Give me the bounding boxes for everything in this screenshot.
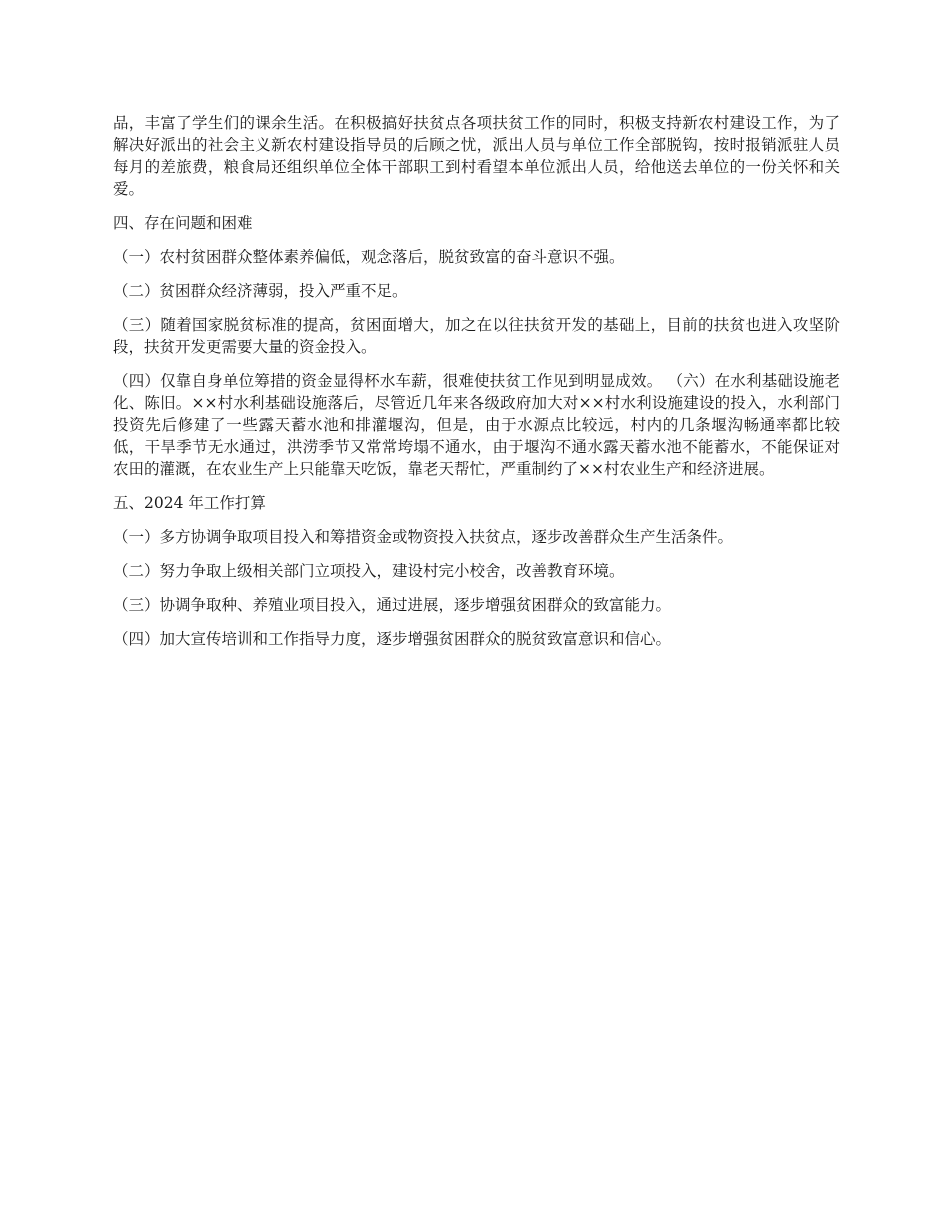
plan-item-4: （四）加大宣传培训和工作指导力度，逐步增强贫困群众的脱贫致富意识和信心。 <box>113 630 672 648</box>
plan-item-1: （一）多方协调争取项目投入和筹措资金或物资投入扶贫点，逐步改善群众生产生活条件。 <box>113 528 734 546</box>
paragraph-continuation: 品，丰富了学生们的课余生活。在积极搞好扶贫点各项扶贫工作的同时，积极支持新农村建设工作，为了解决好派出的社会主义新农村建设指导员的后顾之忧，派出人员与单位工作全部脱钩，按时报销派驻人员每月的差旅费，粮食局还组织单位全体干部职工到村看望本单位派出人员，给他送去单位的一份关怀和关爱。 <box>113 114 840 198</box>
problem-item-1: （一）农村贫困群众整体素养偏低，观念落后，脱贫致富的奋斗意识不强。 <box>113 248 625 266</box>
plan-item-2: （二）努力争取上级相关部门立项投入，建设村完小校舍，改善教育环境。 <box>113 562 625 580</box>
problem-item-2: （二）贫困群众经济薄弱，投入严重不足。 <box>113 282 408 300</box>
document-body <box>113 112 840 662</box>
problem-item-3: （三）随着国家脱贫标准的提高，贫困面增大，加之在以往扶贫开发的基础上，目前的扶贫也进入攻坚阶段，扶贫开发更需要大量的资金投入。 <box>113 316 840 356</box>
section-heading-problems: 四、存在问题和困难 <box>113 214 253 232</box>
section-heading-plan: 五、2024 年工作打算 <box>113 494 266 512</box>
plan-item-3: （三）协调争取种、养殖业项目投入，通过进展，逐步增强贫困群众的致富能力。 <box>113 596 672 614</box>
problem-item-4: （四）仅靠自身单位筹措的资金显得杯水车薪，很难使扶贫工作见到明显成效。 （六）在水利基础设施老化、陈旧。××村水利基础设施落后，尽管近几年来各级政府加大对××村水利设施建设的投入，水利部门投资先后修建了一些露天蓄水池和排灌堰沟，但是，由于水源点比较远，村内的几条堰沟畅通率都比较低，干旱季节无水通过，洪涝季节又常常垮塌不通水，由于堰沟不通水露天蓄水池不能蓄水，不能保证对农田的灌溉，在农业生产上只能靠天吃饭，靠老天帮忙，严重制约了××村农业生产和经济进展。 <box>113 372 840 478</box>
